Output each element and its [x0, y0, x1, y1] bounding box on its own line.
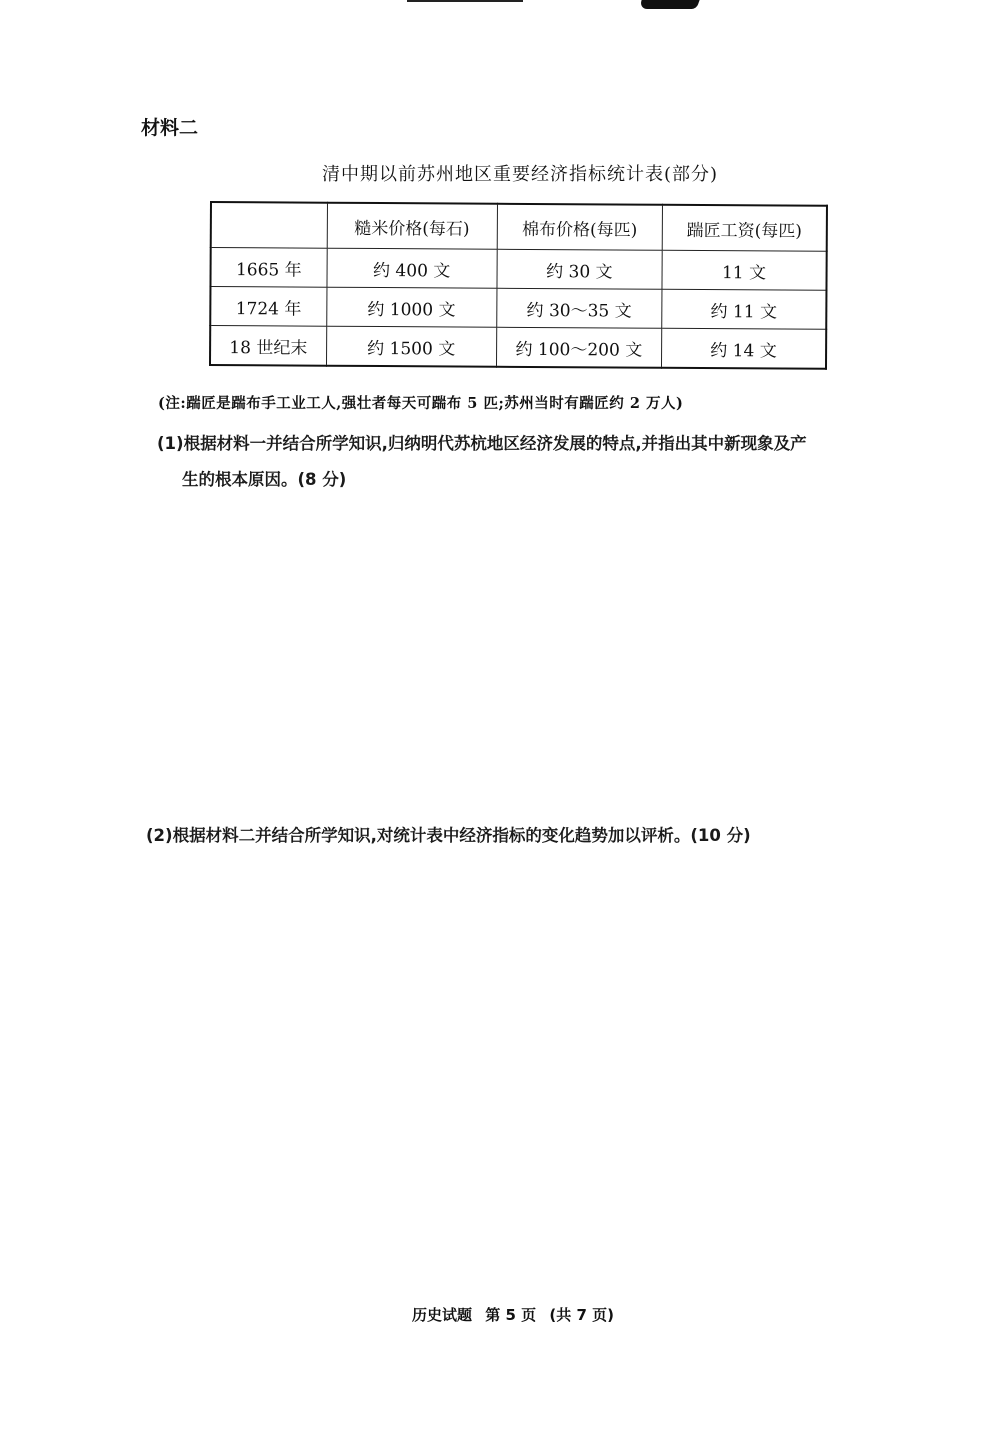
- economic-indicators-table: [209, 201, 828, 370]
- table-row: [210, 287, 826, 330]
- question-1-line-1: (1)根据材料一并结合所学知识,归纳明代苏杭地区经济发展的特点,并指出其中新现象及产: [157, 434, 807, 453]
- table-cell: 约 400 文: [327, 248, 497, 288]
- question-2: (2)根据材料二并结合所学知识,对统计表中经济指标的变化趋势加以评析。(10 分): [146, 826, 751, 845]
- table-cell: 约 30 文: [497, 249, 662, 289]
- table-cell: 约 11 文: [662, 289, 827, 329]
- table-cell: 约 100～200 文: [496, 327, 661, 368]
- material-label: 材料二: [141, 117, 199, 139]
- table-cell-year: 18 世纪末: [210, 326, 326, 366]
- table-header-cell: 棉布价格(每匹): [497, 204, 662, 251]
- footer-page-number: 第 5 页: [485, 1306, 537, 1324]
- scan-artifact-line: [407, 0, 523, 2]
- table-row: [210, 326, 826, 369]
- table-row: [210, 248, 826, 291]
- table-cell-year: 1724 年: [210, 287, 326, 327]
- footer-subject: 历史试题: [412, 1306, 473, 1324]
- table-header-row: [211, 202, 827, 251]
- page-footer: [412, 1304, 614, 1325]
- footer-total-pages: (共 7 页): [549, 1306, 614, 1324]
- table-cell: 11 文: [662, 250, 827, 290]
- table-title: 清中期以前苏州地区重要经济指标统计表(部分): [322, 164, 719, 185]
- table-note: (注:踹匠是踹布手工业工人,强壮者每天可踹布 5 匹;苏州当时有踹匠约 2 万人): [158, 395, 684, 412]
- table-header-cell: 糙米价格(每石): [327, 203, 497, 250]
- table-cell: 约 1500 文: [326, 326, 496, 367]
- table-header-cell: 踹匠工资(每匹): [662, 205, 827, 252]
- table-header-cell: [211, 202, 327, 248]
- table-cell: 约 14 文: [661, 328, 826, 369]
- question-1-line-2: 生的根本原因。(8 分): [182, 470, 347, 489]
- table-cell-year: 1665 年: [210, 248, 326, 288]
- scan-artifact-blob: [638, 0, 699, 9]
- table-cell: 约 30～35 文: [496, 288, 661, 328]
- table-cell: 约 1000 文: [326, 287, 496, 327]
